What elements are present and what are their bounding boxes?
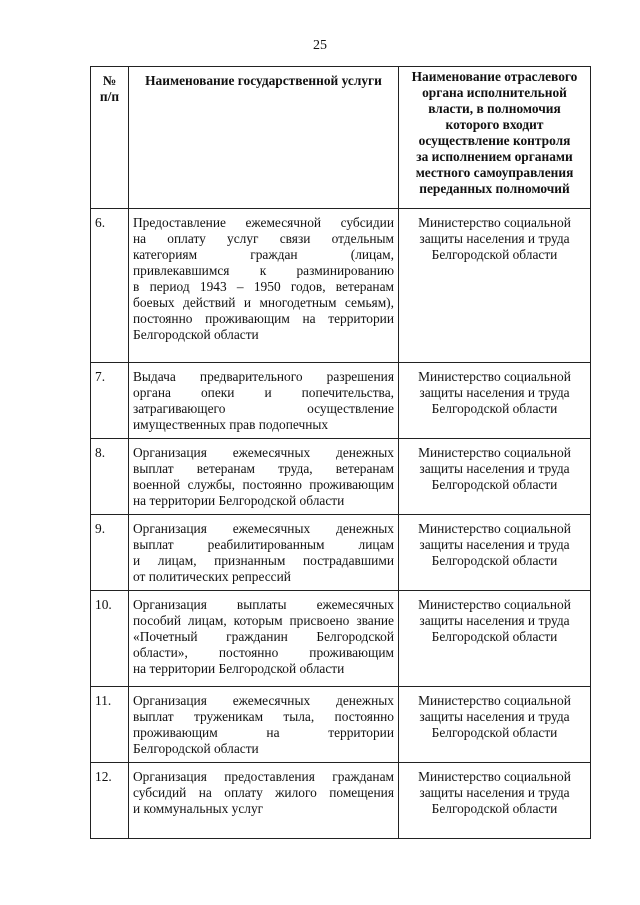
header-ministry-line: которого входит <box>445 117 544 132</box>
table-row <box>91 591 591 687</box>
row-number: 9. <box>91 515 129 591</box>
row-number: 12. <box>91 763 129 839</box>
table-row <box>91 763 591 839</box>
ministry-line: Министерство социальной <box>418 693 571 708</box>
table-row <box>91 363 591 439</box>
ministry-line: Министерство социальной <box>418 215 571 230</box>
service-line: и лицам, признанным пострадавшими <box>133 553 394 568</box>
table-row <box>91 439 591 515</box>
row-number: 7. <box>91 363 129 439</box>
row-ministry <box>399 763 591 839</box>
service-line: на территории Белгородской области <box>133 493 345 508</box>
ministry-line: Белгородской области <box>431 247 558 262</box>
service-line: категориям граждан (лицам, <box>133 247 394 262</box>
row-number: 10. <box>91 591 129 687</box>
service-line: Организация ежемесячных денежных <box>133 521 394 536</box>
ministry-line: Белгородской области <box>431 553 558 568</box>
table-row <box>91 515 591 591</box>
service-line: имущественных прав подопечных <box>133 417 329 432</box>
service-line: Организация ежемесячных денежных <box>133 445 394 460</box>
services-table <box>90 66 591 839</box>
row-number: 6. <box>91 209 129 363</box>
ministry-line: Белгородской области <box>431 401 558 416</box>
ministry-line: Белгородской области <box>431 725 558 740</box>
ministry-line: защиты населения и труда <box>419 613 570 628</box>
row-service <box>129 687 399 763</box>
service-line: Белгородской области <box>133 741 259 756</box>
ministry-line: Министерство социальной <box>418 445 571 460</box>
service-line: и коммунальных услуг <box>133 801 264 816</box>
service-line: выплат труженикам тыла, постоянно <box>133 709 394 724</box>
service-line: Выдача предварительного разрешения <box>133 369 394 384</box>
table-row <box>91 687 591 763</box>
service-line: Организация ежемесячных денежных <box>133 693 394 708</box>
header-ministry-line: органа исполнительной <box>422 85 567 100</box>
header-ministry-line: переданных полномочий <box>419 181 570 196</box>
row-ministry <box>399 515 591 591</box>
row-number: 8. <box>91 439 129 515</box>
ministry-line: Белгородской области <box>431 801 558 816</box>
service-line: военной службы, постоянно проживающим <box>133 477 394 492</box>
header-number <box>91 67 129 209</box>
service-line: постоянно проживающим на территории <box>133 311 394 326</box>
row-ministry <box>399 687 591 763</box>
service-line: Организация предоставления гражданам <box>133 769 394 784</box>
row-service <box>129 763 399 839</box>
table-header-row <box>91 67 591 209</box>
row-ministry <box>399 209 591 363</box>
ministry-line: Министерство социальной <box>418 769 571 784</box>
service-line: субсидий на оплату жилого помещения <box>133 785 394 800</box>
row-number: 11. <box>91 687 129 763</box>
row-ministry <box>399 363 591 439</box>
header-ministry-line: власти, в полномочия <box>428 101 561 116</box>
service-line: пособий лицам, которым присвоено звание <box>133 613 394 628</box>
service-line: «Почетный гражданин Белгородской <box>133 629 394 644</box>
header-ministry-line: осуществление контроля <box>418 133 571 148</box>
header-ministry-line: за исполнением органами <box>416 149 573 164</box>
ministry-line: защиты населения и труда <box>419 709 570 724</box>
row-service <box>129 209 399 363</box>
header-number-line: № <box>102 73 117 88</box>
ministry-line: Министерство социальной <box>418 521 571 536</box>
ministry-line: Министерство социальной <box>418 369 571 384</box>
ministry-line: защиты населения и труда <box>419 385 570 400</box>
row-service <box>129 515 399 591</box>
header-number-line: п/п <box>99 89 120 104</box>
header-ministry <box>399 67 591 209</box>
row-service <box>129 363 399 439</box>
service-line: Организация выплаты ежемесячных <box>133 597 394 612</box>
service-line: области», постоянно проживающим <box>133 645 394 660</box>
service-line: затрагивающего осуществление <box>133 401 394 416</box>
ministry-line: защиты населения и труда <box>419 537 570 552</box>
ministry-line: Министерство социальной <box>418 597 571 612</box>
header-ministry-line: Наименование отраслевого <box>411 69 578 84</box>
header-ministry-line: местного самоуправления <box>415 165 574 180</box>
service-line: боевых действий и многодетным семьям), <box>133 295 394 310</box>
ministry-line: защиты населения и труда <box>419 461 570 476</box>
service-line: Белгородской области <box>133 327 259 342</box>
service-line: от политических репрессий <box>133 569 291 584</box>
service-line: привлекавшимся к разминированию <box>133 263 394 278</box>
service-line: проживающим на территории <box>133 725 394 740</box>
ministry-line: Белгородской области <box>431 629 558 644</box>
service-line: на оплату услуг связи отдельным <box>133 231 394 246</box>
row-service <box>129 439 399 515</box>
page-number: 25 <box>313 38 327 53</box>
service-line: Предоставление ежемесячной субсидии <box>133 215 394 230</box>
service-line: органа опеки и попечительства, <box>133 385 394 400</box>
ministry-line: защиты населения и труда <box>419 231 570 246</box>
header-service: Наименование государственной услуги <box>129 67 399 209</box>
row-ministry <box>399 439 591 515</box>
ministry-line: Белгородской области <box>431 477 558 492</box>
service-line: на территории Белгородской области <box>133 661 345 676</box>
row-ministry <box>399 591 591 687</box>
service-line: в период 1943 – 1950 годов, ветеранам <box>133 279 394 294</box>
service-line: выплат ветеранам труда, ветеранам <box>133 461 394 476</box>
table-row <box>91 209 591 363</box>
row-service <box>129 591 399 687</box>
ministry-line: защиты населения и труда <box>419 785 570 800</box>
service-line: выплат реабилитированным лицам <box>133 537 394 552</box>
